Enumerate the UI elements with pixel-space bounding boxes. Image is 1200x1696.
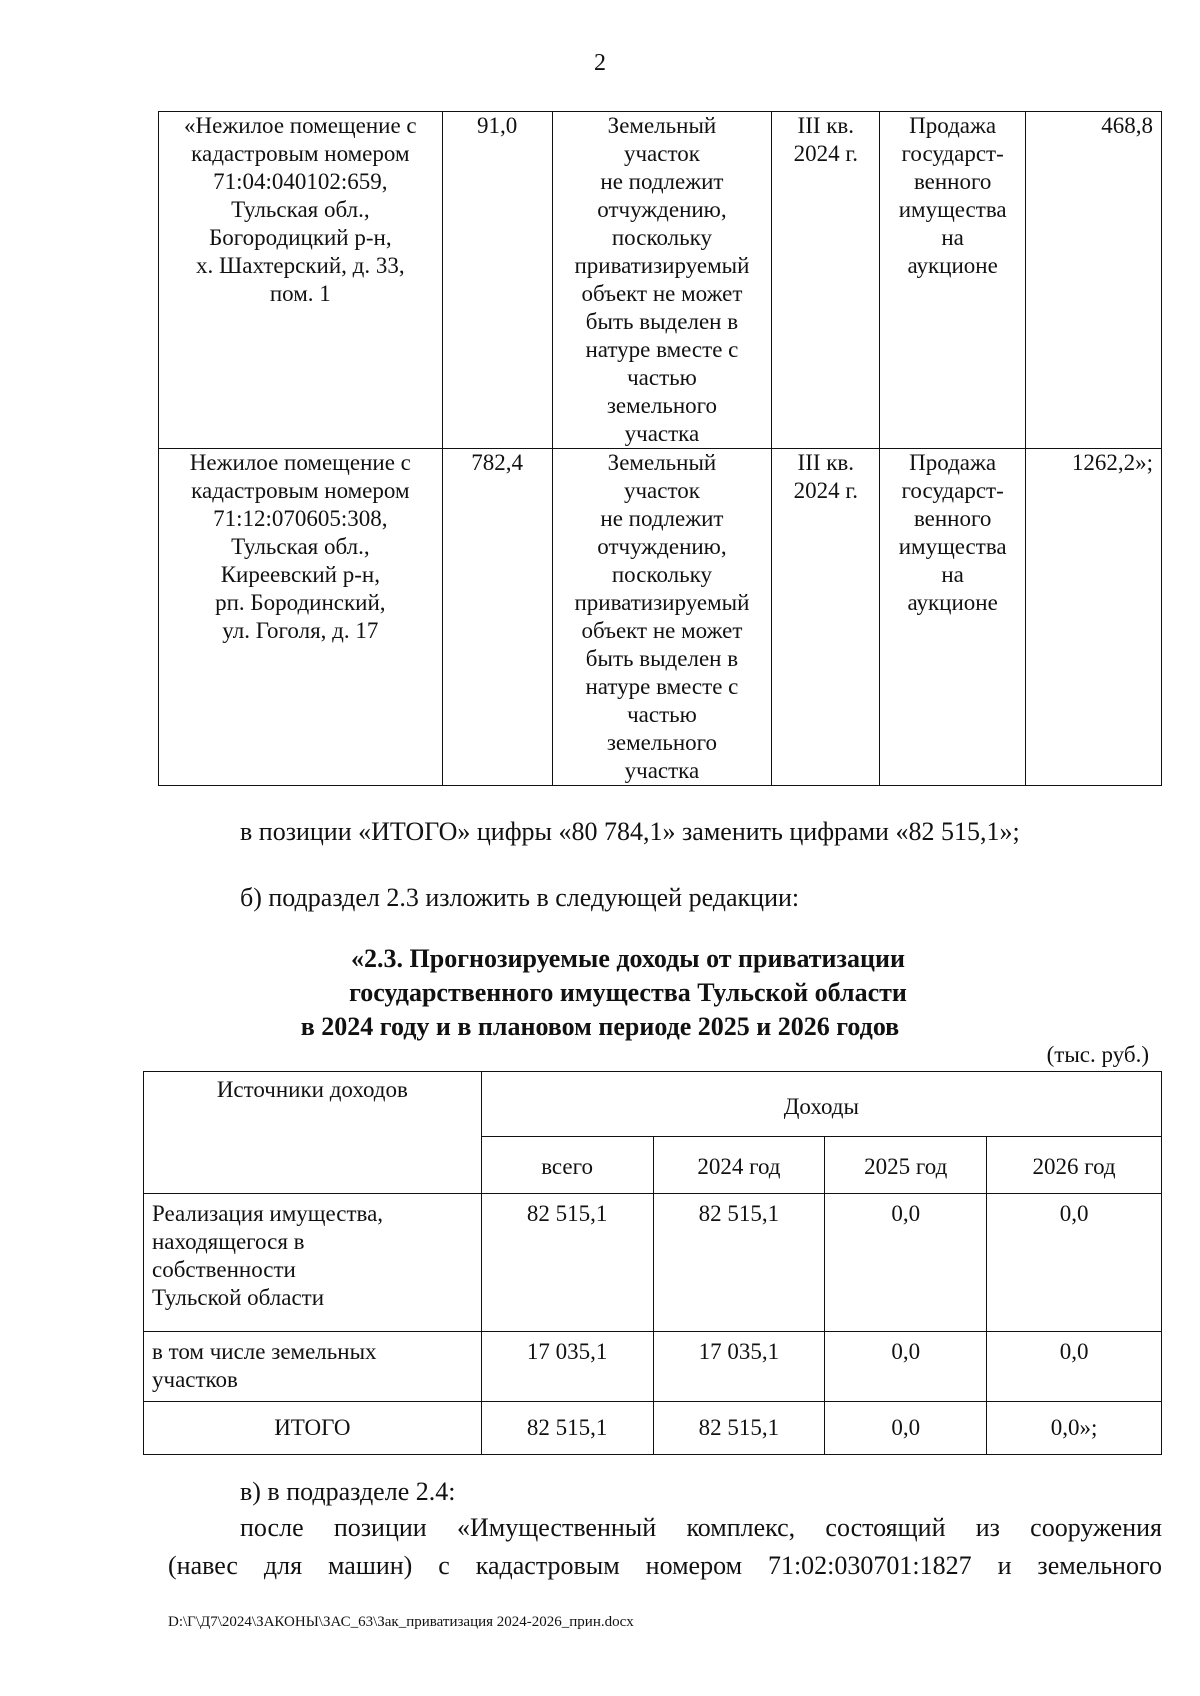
units-label: (тыс. руб.) bbox=[1046, 1042, 1149, 1067]
column-header: 2026 год bbox=[987, 1137, 1162, 1194]
total-value: 0,0 bbox=[825, 1402, 987, 1455]
table-row bbox=[159, 112, 1162, 449]
value-cell: 0,0 bbox=[987, 1194, 1162, 1332]
method-cell: Продажа государст- венного имущества на аукционе bbox=[880, 449, 1026, 786]
value-cell: 0,0 bbox=[987, 1332, 1162, 1402]
footer-file-path: D:\Г\Д7\2024\ЗАКОНЫ\ЗАС_63\Зак_приватизация 2024-2026_прин.docx bbox=[168, 1614, 634, 1630]
header-sources: Источники доходов bbox=[144, 1072, 482, 1194]
source-cell: в том числе земельных участков bbox=[144, 1332, 482, 1402]
table-row bbox=[144, 1194, 1162, 1332]
paragraph-itogo: в позиции «ИТОГО» цифры «80 784,1» заменить цифрами «82 515,1»; bbox=[240, 817, 1020, 846]
value-cell: 17 035,1 bbox=[481, 1332, 653, 1402]
section-heading bbox=[0, 942, 1200, 1044]
value-cell: 0,0 bbox=[825, 1194, 987, 1332]
heading-line: «2.3. Прогнозируемые доходы от приватизации bbox=[351, 944, 905, 973]
value-cell: 82 515,1 bbox=[481, 1194, 653, 1332]
page-number: 2 bbox=[594, 50, 606, 76]
column-header: 2024 год bbox=[653, 1137, 825, 1194]
column-header: 2025 год bbox=[825, 1137, 987, 1194]
paragraph-after-line: (навес для машин) с кадастровым номером 71:02:030701:1827 и земельного bbox=[168, 1551, 1162, 1580]
value-cell: 17 035,1 bbox=[653, 1332, 825, 1402]
land-cell: Земельный участок не подлежит отчуждению, поскольку приватизируемый объект не может быть выделен в натуре вместе с частью земельного участка bbox=[552, 112, 772, 449]
value-cell: 468,8 bbox=[1026, 112, 1162, 449]
paragraph-after-line: после позиции «Имущественный комплекс, состоящий из сооружения bbox=[240, 1513, 1162, 1542]
heading-line: государственного имущества Тульской области bbox=[349, 978, 907, 1007]
property-table bbox=[158, 111, 1162, 786]
table-row bbox=[144, 1332, 1162, 1402]
value-cell: 0,0 bbox=[825, 1332, 987, 1402]
total-value: 0,0»; bbox=[987, 1402, 1162, 1455]
value-cell: 1262,2»; bbox=[1026, 449, 1162, 786]
period-cell: III кв. 2024 г. bbox=[772, 449, 880, 786]
area-cell: 91,0 bbox=[442, 112, 552, 449]
paragraph-b: б) подраздел 2.3 изложить в следующей редакции: bbox=[240, 883, 800, 912]
heading-line: в 2024 году и в плановом периоде 2025 и 2026 годов bbox=[300, 1012, 900, 1041]
value-cell: 82 515,1 bbox=[653, 1194, 825, 1332]
table-total-row bbox=[144, 1402, 1162, 1455]
area-cell: 782,4 bbox=[442, 449, 552, 786]
method-cell: Продажа государст- венного имущества на аукционе bbox=[880, 112, 1026, 449]
column-header: всего bbox=[481, 1137, 653, 1194]
total-value: 82 515,1 bbox=[481, 1402, 653, 1455]
object-cell: «Нежилое помещение с кадастровым номером 71:04:040102:659, Тульская обл., Богородицкий р-н, х. Шахтерский, д. 33, пом. 1 bbox=[159, 112, 443, 449]
table-row bbox=[159, 449, 1162, 786]
paragraph-v: в) в подразделе 2.4: bbox=[240, 1477, 456, 1506]
object-cell: Нежилое помещение с кадастровым номером 71:12:070605:308, Тульская обл., Киреевский р-н, рп. Бородинский, ул. Гоголя, д. 17 bbox=[159, 449, 443, 786]
land-cell: Земельный участок не подлежит отчуждению, поскольку приватизируемый объект не может быть выделен в натуре вместе с частью земельного участка bbox=[552, 449, 772, 786]
income-table bbox=[143, 1071, 1162, 1455]
total-label: ИТОГО bbox=[144, 1402, 482, 1455]
source-cell: Реализация имущества, находящегося в собственности Тульской области bbox=[144, 1194, 482, 1332]
table-header-row bbox=[144, 1072, 1162, 1137]
period-cell: III кв. 2024 г. bbox=[772, 112, 880, 449]
header-income: Доходы bbox=[481, 1072, 1161, 1137]
total-value: 82 515,1 bbox=[653, 1402, 825, 1455]
